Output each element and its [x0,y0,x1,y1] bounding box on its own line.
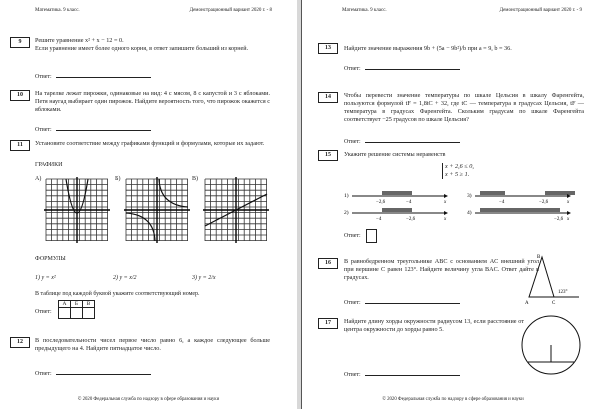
answer-17-field[interactable] [365,370,460,376]
axis-label: x [444,200,447,205]
task-number-13: 13 [318,43,338,54]
answer-13 [344,64,460,72]
answer-label: Ответ: [344,139,361,145]
page-9 [301,0,604,409]
page-8 [0,0,297,409]
footer: © 2020 Федеральная служба по надзору в сфере образования и науки [382,397,524,402]
number-line-option-1 [344,188,454,206]
tick-label: −2,6 [554,217,564,222]
tick-label: −2,6 [406,217,416,222]
formula-2: 2) y = x/2 [113,275,137,281]
angle-label: 123° [558,290,568,295]
table-hint: В таблице под каждой буквой укажите соответствующий номер. [35,291,200,297]
answer-10-field[interactable] [56,125,151,131]
answer-13-field[interactable] [365,64,460,70]
axis-label: x [567,217,570,222]
task-number-15: 15 [318,150,338,161]
answer-label: Ответ: [344,300,361,306]
answer-label: Ответ: [35,127,52,133]
graphs-title: ГРАФИКИ [35,162,63,168]
graph-a-parabola [44,177,110,243]
answer-12 [35,369,151,377]
task-12-text: В последовательности чисел первое число равно 6, а каждое следующее больше предыдущего на 4. Найдите пятнадцатое число. [35,337,270,352]
task-15-text: Укажите решение системы неравенств [344,151,446,158]
task-number-17: 17 [318,318,338,329]
number-line-option-2 [344,205,454,223]
answer-16-field[interactable] [365,298,460,304]
col-c: В [83,301,95,308]
header-subject: Математика. 9 класс. [35,8,80,13]
task-16-text: В равнобедренном треугольнике ABC с основанием AC внешний угол при вершине C равен 123°. Найдите величину угла BAC. Ответ дайте в градусах. [344,258,539,281]
option-number: 1) [344,193,349,199]
answer-10 [35,125,151,133]
circle-figure [520,314,582,376]
graph-label-b: Б) [115,176,121,182]
task-number-14: 14 [318,92,338,103]
hatch-region [480,208,560,212]
formula-3: 3) y = 2/x [192,275,216,281]
task-9-equation: Решите уравнение x² + x − 12 = 0. [35,37,124,44]
task-number-10: 10 [10,90,30,101]
answer-label: Ответ: [35,309,52,315]
task-9-text [35,37,270,53]
footer: © 2020 Федеральная служба по надзору в сфере образования и науки [77,397,220,402]
answer-cell-a[interactable] [59,308,71,319]
answer-9 [35,72,151,80]
tick-label: −4 [406,200,412,205]
inequality-2: x + 5 ≥ 1. [445,171,470,178]
answer-16 [344,298,460,306]
graph-label-c: В) [192,176,198,182]
option-number: 4) [467,210,472,216]
inequality-1: x + 2,6 ≤ 0, [445,163,474,170]
tick-label: −2,6 [539,200,549,205]
task-11-text: Установите соответствие между графиками функций и формулами, которые их задают. [35,140,265,147]
inequality-system [442,163,474,179]
col-b: Б [71,301,83,308]
hatch-region [382,208,412,212]
col-a: А [59,301,71,308]
answer-cell-c[interactable] [83,308,95,319]
answer-11-table [58,300,95,319]
answer-9-field[interactable] [56,72,151,78]
formulas-title: ФОРМУЛЫ [35,256,66,262]
task-17-text: Найдите длину хорды окружности радиусом 13, если расстояние от центра окружности до хорды равно 5. [344,318,524,333]
header-variant: Демонстрационный вариант 2020 г. - 9 [499,8,582,13]
axis-label: x [444,217,447,222]
graph-c-line [203,177,269,243]
vertex-a: A [525,301,529,306]
task-number-12: 12 [10,337,30,348]
task-10-text: На тарелке лежат пирожки, одинаковые на вид: 4 с мясом, 8 с капустой и 3 с яблоками. Петя наугад выбирает один пирожок. Найдите вероятность того, что пирожок окажется с яблоками. [35,90,270,113]
axis-label: x [567,200,570,205]
answer-17 [344,370,460,378]
vertex-b: B [537,255,541,260]
hatch-region [480,191,505,195]
task-14-text: Чтобы перевести значение температуры по шкале Цельсия в шкалу Фаренгейта, пользуются формулой tF = 1,8tC + 32, где tC — температура в градусах Цельсия, tF — температура в градусах Фаренгейта. Скольким градусам по шкале Фаренгейта соответствует −25 градусов по шкале Цельсия? [344,92,584,123]
answer-14 [344,137,460,145]
header-subject: Математика. 9 класс. [342,8,387,13]
answer-14-field[interactable] [365,137,460,143]
answer-cell-b[interactable] [71,308,83,319]
number-line-option-3 [467,188,577,206]
task-number-11: 11 [10,140,30,151]
task-number-16: 16 [318,258,338,269]
answer-15-box[interactable] [366,229,377,243]
tick-label: −2,6 [376,200,386,205]
answer-12-field[interactable] [56,369,151,375]
answer-label: Ответ: [35,74,52,80]
header-variant: Демонстрационный вариант 2020 г. - 8 [189,8,272,13]
answer-label: Ответ: [344,66,361,72]
vertex-c: C [552,301,556,306]
graph-label-a: А) [35,176,42,182]
task-13-text: Найдите значение выражения 9b + (5a − 9b²)/b при a = 9, b = 36. [344,45,512,52]
tick-label: −4 [376,217,382,222]
answer-15 [344,233,361,239]
answer-label: Ответ: [35,371,52,377]
tick-label: −4 [499,200,505,205]
task-9-instruction: Если уравнение имеет более одного корня, в ответ запишите больший из корней. [35,45,249,52]
triangle-figure [524,252,584,307]
task-number-9: 9 [10,37,30,48]
number-line-option-4 [467,205,577,223]
hatch-region [545,191,575,195]
formula-1: 1) y = x² [35,275,56,281]
answer-label: Ответ: [344,233,361,239]
option-number: 2) [344,210,349,216]
hatch-region [382,191,412,195]
answer-label: Ответ: [344,372,361,378]
option-number: 3) [467,193,472,199]
graph-b-hyperbola [124,177,190,243]
